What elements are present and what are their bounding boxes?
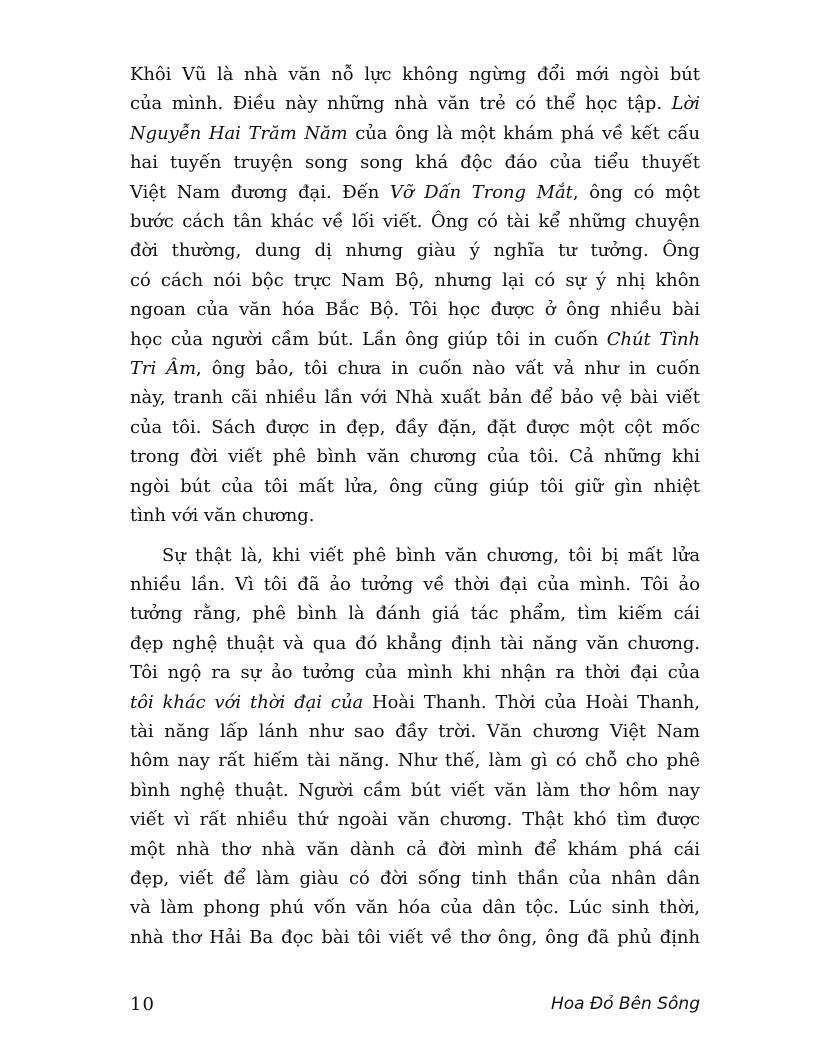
text-line <box>130 148 700 177</box>
text-run: tưởng rằng, phê bình là đánh giá tác phẩm, tìm kiếm cái <box>130 603 700 625</box>
text-line <box>130 688 700 717</box>
text-run: và làm phong phú vốn văn hóa của dân tộc. Lúc sinh thời, <box>130 897 700 919</box>
text-run: đẹp, viết để làm giàu có đời sống tinh thần của nhân dân <box>130 867 700 889</box>
italic-title: Tri Âm <box>130 358 197 380</box>
text-run: Việt Nam đương đại. Đến <box>130 181 390 203</box>
text-run: bình nghệ thuật. Người cầm bút viết văn làm thơ hôm nay <box>130 779 700 801</box>
text-line <box>130 236 700 265</box>
text-run: Tôi ngộ ra sự ảo tưởng của mình khi nhận ra thời đại của <box>130 662 700 684</box>
text-line <box>130 776 700 805</box>
text-run: Sự thật là, khi viết phê bình văn chương, tôi bị mất lửa <box>162 544 700 566</box>
text-line <box>130 893 700 922</box>
text-run: nhà thơ Hải Ba đọc bài tôi viết về thơ ông, ông đã phủ định <box>130 926 700 948</box>
text-run: này, tranh cãi nhiều lần với Nhà xuất bản để bảo vệ bài viết <box>130 387 700 409</box>
text-run: có cách nói bộc trực Nam Bộ, nhưng lại có sự ý nhị khôn <box>130 269 700 291</box>
text-run: viết vì rất nhiều thứ ngoài văn chương. Thật khó tìm được <box>130 809 700 831</box>
text-run: , ông bảo, tôi chưa in cuốn nào vất vả như in cuốn <box>196 358 700 380</box>
text-line <box>130 207 700 236</box>
text-line <box>130 658 700 687</box>
text-line <box>130 746 700 775</box>
text-run: tình với văn chương. <box>130 505 315 527</box>
text-line <box>130 864 700 893</box>
italic-title: tôi khác với thời đại của <box>130 691 364 713</box>
text-run: Khôi Vũ là nhà văn nỗ lực không ngừng đổi mới ngòi bút <box>130 64 700 85</box>
text-line <box>130 295 700 324</box>
italic-title: Nguyễn Hai Trăm Năm <box>130 122 348 144</box>
text-run: nhiều lần. Vì tôi đã ảo tưởng về thời đại của mình. Tôi ảo <box>130 573 700 595</box>
text-run: trong đời viết phê bình văn chương của tôi. Cả những khi <box>130 446 700 468</box>
running-title: Hoa Đỏ Bên Sông <box>550 994 700 1014</box>
page-footer <box>130 994 700 1024</box>
text-run: bước cách tân khác về lối viết. Ông có tài kể những chuyện <box>130 211 700 233</box>
text-line <box>130 835 700 864</box>
text-line <box>130 266 700 295</box>
italic-title: Chút Tình <box>606 328 700 350</box>
text-run: Hoài Thanh. Thời của Hoài Thanh, <box>363 691 700 713</box>
text-line <box>130 599 700 628</box>
italic-title: Lời <box>671 93 700 115</box>
text-run: của tôi. Sách được in đẹp, đầy đặn, đặt được một cột mốc <box>130 416 700 438</box>
text-line <box>130 178 700 207</box>
page-body <box>130 60 700 952</box>
page-number: 10 <box>130 994 155 1015</box>
text-line <box>130 629 700 658</box>
text-run: của mình. Điều này những nhà văn trẻ có thể học tập. <box>130 93 672 115</box>
text-run: đời thường, dung dị nhưng giàu ý nghĩa tư tưởng. Ông <box>130 240 700 262</box>
text-line <box>130 354 700 383</box>
text-line <box>130 472 700 501</box>
text-run: hôm nay rất hiếm tài năng. Như thế, làm gì có chỗ cho phê <box>130 750 700 772</box>
text-run: ngòi bút của tôi mất lửa, ông cũng giúp tôi giữ gìn nhiệt <box>130 475 700 497</box>
text-line <box>130 119 700 148</box>
text-run: của ông là một khám phá về kết cấu <box>347 122 700 144</box>
text-line <box>130 60 700 89</box>
text-run: ngoan của văn hóa Bắc Bộ. Tôi học được ở ông nhiều bài <box>130 299 700 321</box>
text-run: đẹp nghệ thuật và qua đó khẳng định tài năng văn chương. <box>130 632 700 654</box>
text-run: tài năng lấp lánh như sao đầy trời. Văn chương Việt Nam <box>130 720 700 742</box>
text-line <box>130 383 700 412</box>
text-run: hai tuyến truyện song song khá độc đáo của tiểu thuyết <box>130 152 700 174</box>
text-line <box>130 805 700 834</box>
text-line <box>130 325 700 354</box>
text-run: , ông có một <box>572 181 700 203</box>
paragraph-1 <box>130 60 700 531</box>
text-line <box>130 413 700 442</box>
text-run: học của người cầm bút. Lần ông giúp tôi in cuốn <box>130 328 607 350</box>
text-line <box>130 89 700 118</box>
text-line <box>130 541 700 570</box>
text-line <box>130 717 700 746</box>
text-line <box>130 923 700 952</box>
text-line <box>130 570 700 599</box>
text-run: một nhà thơ nhà văn dành cả đời mình để khám phá cái <box>130 838 700 860</box>
paragraph-2 <box>130 541 700 953</box>
text-line <box>130 501 700 530</box>
italic-title: Vỡ Dấn Trong Mắt <box>389 181 573 203</box>
text-line <box>130 442 700 471</box>
